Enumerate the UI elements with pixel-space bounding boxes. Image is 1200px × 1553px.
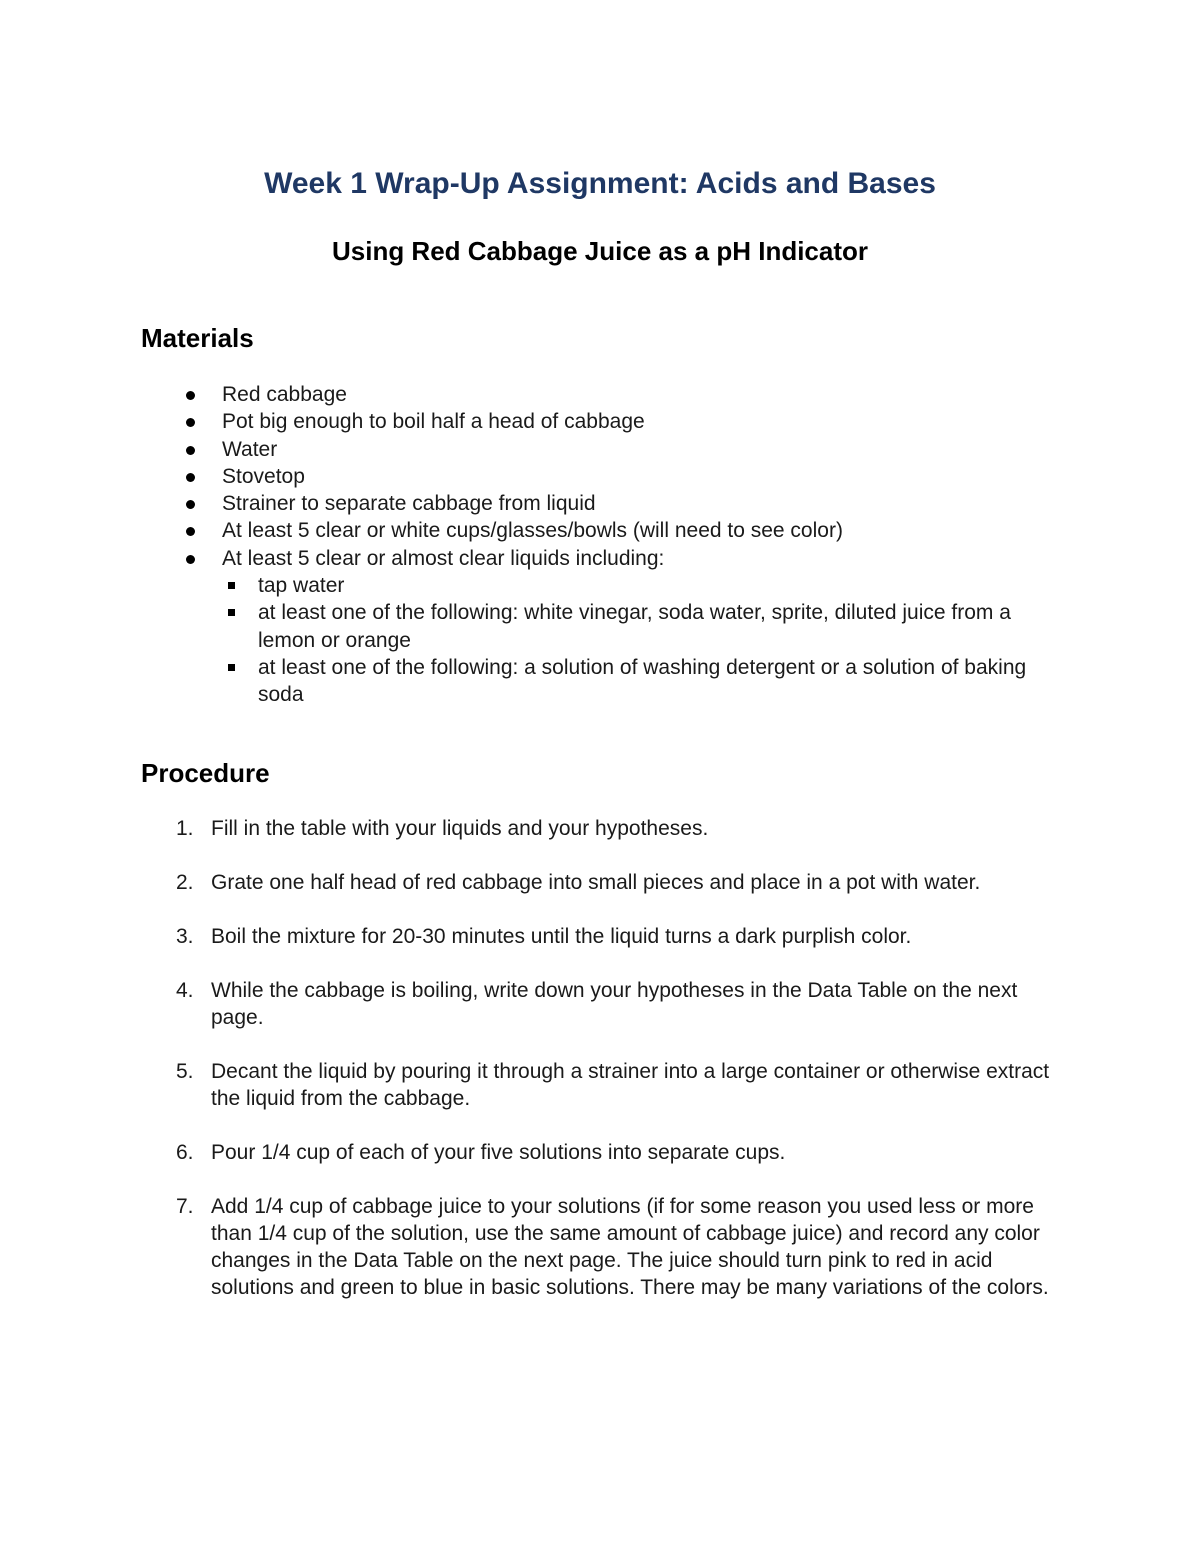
subitem-text: at least one of the following: white vinegar, soda water, sprite, diluted juice from a lemon or orange: [258, 601, 1011, 652]
subitem-text: tap water: [258, 574, 345, 598]
procedure-step: [0, 869, 1056, 896]
page-subtitle: Using Red Cabbage Juice as a pH Indicator: [331, 236, 869, 266]
step-text: Decant the liquid by pouring it through a strainer into a large container or otherwise extract the liquid from the cabbage.: [211, 1060, 1050, 1110]
material-text: Pot big enough to boil half a head of cabbage: [222, 410, 645, 434]
material-text: At least 5 clear or almost clear liquids including:: [222, 546, 665, 570]
bullet-icon: [186, 527, 195, 536]
list-item: [0, 490, 1200, 517]
procedure-step: [0, 1193, 1056, 1301]
material-text: Stovetop: [222, 464, 305, 488]
step-text: Pour 1/4 cup of each of your five solutions into separate cups.: [211, 1141, 786, 1164]
list-item: [0, 545, 1200, 709]
step-number: 4.: [176, 979, 194, 1002]
step-text: Grate one half head of red cabbage into small pieces and place in a pot with water.: [211, 871, 981, 894]
step-number: 6.: [176, 1141, 194, 1164]
list-item: [0, 408, 1200, 435]
square-bullet-icon: [228, 609, 235, 616]
step-text: While the cabbage is boiling, write down your hypotheses in the Data Table on the next page.: [211, 979, 1018, 1029]
procedure-step: [0, 1139, 1056, 1166]
procedure-list: [0, 815, 1200, 1328]
bullet-icon: [186, 500, 195, 509]
bullet-icon: [186, 446, 195, 455]
materials-heading: Materials: [141, 323, 254, 353]
procedure-step: [0, 923, 1056, 950]
procedure-step: [0, 1058, 1056, 1112]
page-title: Week 1 Wrap-Up Assignment: Acids and Bases: [264, 167, 936, 200]
list-item: [0, 517, 1200, 544]
square-bullet-icon: [228, 582, 235, 589]
material-text: Water: [222, 437, 278, 461]
step-text: Boil the mixture for 20-30 minutes until the liquid turns a dark purplish color.: [211, 925, 912, 948]
step-number: 5.: [176, 1060, 194, 1083]
bullet-icon: [186, 418, 195, 427]
subitem-text: at least one of the following: a solution of washing detergent or a solution of baking soda: [258, 655, 1027, 707]
step-number: 7.: [176, 1195, 194, 1218]
sublist-item: [258, 572, 1058, 599]
procedure-heading: Procedure: [141, 758, 270, 788]
sublist-item: [258, 654, 1058, 709]
bullet-icon: [186, 555, 195, 564]
list-item: [0, 436, 1200, 463]
procedure-step: [0, 977, 1056, 1031]
list-item: [0, 381, 1200, 408]
step-text: Add 1/4 cup of cabbage juice to your solutions (if for some reason you used less or more than 1/4 cup of the solution, use the same amount of cabbage juice) and record any color changes in the Data Table on the next page. The juice should turn pink to red in acid solutions and green to blue in basic solutions. There may be many variations of the colors.: [211, 1195, 1049, 1299]
materials-list: [0, 381, 1200, 709]
bullet-icon: [186, 473, 195, 482]
bullet-icon: [186, 391, 195, 400]
liquids-sublist: [222, 572, 1200, 708]
material-text: At least 5 clear or white cups/glasses/bowls (will need to see color): [222, 519, 843, 543]
material-text: Strainer to separate cabbage from liquid: [222, 492, 596, 516]
sublist-item: [258, 599, 1058, 654]
material-text: Red cabbage: [222, 383, 347, 406]
step-number: 3.: [176, 925, 194, 948]
square-bullet-icon: [228, 664, 235, 671]
list-item: [0, 463, 1200, 490]
step-number: 2.: [176, 871, 194, 894]
procedure-step: [0, 815, 1056, 842]
step-number: 1.: [176, 817, 194, 840]
step-text: Fill in the table with your liquids and your hypotheses.: [211, 817, 709, 840]
